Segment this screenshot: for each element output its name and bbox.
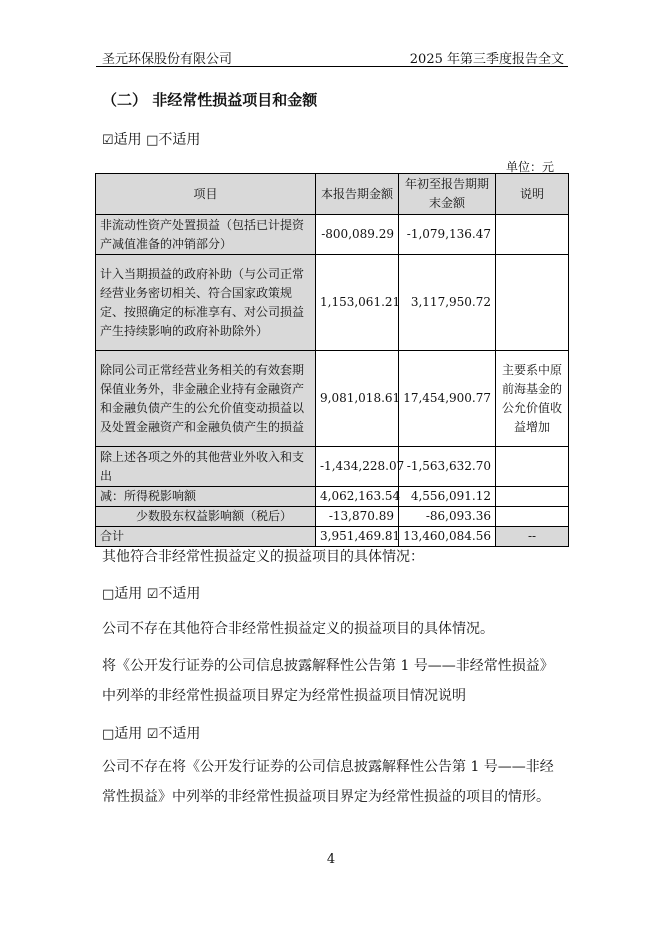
applicable-label: 适用 bbox=[113, 132, 142, 148]
row-note bbox=[496, 255, 569, 351]
table-row bbox=[96, 351, 569, 447]
row-ytd: -1,563,632.70 bbox=[399, 447, 496, 487]
applicable-label: 适用 bbox=[114, 586, 143, 602]
applicability-selector-2 bbox=[102, 583, 200, 603]
row-note bbox=[496, 215, 569, 255]
row-item: 减：所得税影响额 bbox=[96, 487, 316, 507]
row-current: -1,434,228.07 bbox=[316, 447, 399, 487]
header-company: 圣元环保股份有限公司 bbox=[102, 52, 233, 67]
row-ytd: -86,093.36 bbox=[399, 507, 496, 527]
row-item: 除同公司正常经营业务相关的有效套期保值业务外，非金融企业持有金融资产和金融负债产生的公允价值变动损益以及处置金融资产和金融负债产生的损益 bbox=[96, 351, 316, 447]
table-row bbox=[96, 507, 569, 527]
row-current: -13,870.89 bbox=[316, 507, 399, 527]
row-ytd: -1,079,136.47 bbox=[399, 215, 496, 255]
checked-box-icon: ☑ bbox=[102, 133, 114, 148]
page-number: 4 bbox=[326, 852, 336, 867]
row-note bbox=[496, 487, 569, 507]
not-applicable-label: 不适用 bbox=[158, 726, 201, 742]
row-current: 9,081,018.61 bbox=[316, 351, 399, 447]
header-divider bbox=[96, 66, 568, 67]
other-items-description: 其他符合非经常性损益定义的损益项目的具体情况： bbox=[102, 549, 424, 565]
row-note bbox=[496, 507, 569, 527]
table-header-row bbox=[96, 174, 569, 215]
row-current: 3,951,469.81 bbox=[316, 527, 399, 547]
col-header-item: 项目 bbox=[96, 174, 316, 215]
not-applicable-label: 不适用 bbox=[158, 586, 201, 602]
row-item: 合计 bbox=[96, 527, 316, 547]
applicability-selector-1 bbox=[102, 129, 200, 149]
non-recurring-items-table bbox=[95, 173, 569, 547]
unchecked-box-icon: □ bbox=[102, 727, 115, 742]
row-ytd: 17,454,900.77 bbox=[399, 351, 496, 447]
row-item: 除上述各项之外的其他营业外收入和支出 bbox=[96, 447, 316, 487]
row-ytd: 13,460,084.56 bbox=[399, 527, 496, 547]
checked-box-icon: ☑ bbox=[146, 587, 159, 602]
row-note: -- bbox=[496, 527, 569, 547]
checked-box-icon: ☑ bbox=[146, 727, 159, 742]
header-report-title: 2025 年第三季度报告全文 bbox=[409, 52, 564, 67]
col-header-note: 说明 bbox=[496, 174, 569, 215]
row-note: 主要系中原前海基金的公允价值收益增加 bbox=[496, 351, 569, 447]
col-header-current: 本报告期金额 bbox=[316, 174, 399, 215]
unchecked-box-icon: □ bbox=[102, 587, 115, 602]
unchecked-box-icon: □ bbox=[146, 133, 159, 148]
row-item: 非流动性资产处置损益（包括已计提资产减值准备的冲销部分） bbox=[96, 215, 316, 255]
section-title: （二） 非经常性损益项目和金额 bbox=[102, 91, 318, 109]
row-item: 计入当期损益的政府补助（与公司正常经营业务密切相关、符合国家政策规定、按照确定的标准享有、对公司损益产生持续影响的政府补助除外） bbox=[96, 255, 316, 351]
table-row bbox=[96, 215, 569, 255]
table-row bbox=[96, 255, 569, 351]
row-ytd: 3,117,950.72 bbox=[399, 255, 496, 351]
table-row bbox=[96, 447, 569, 487]
unit-label: 单位：元 bbox=[505, 160, 554, 174]
row-item: 少数股东权益影响额（税后） bbox=[96, 507, 316, 527]
row-current: 1,153,061.21 bbox=[316, 255, 399, 351]
not-applicable-label: 不适用 bbox=[158, 132, 201, 148]
no-other-items-statement: 公司不存在其他符合非经常性损益定义的损益项目的具体情况。 bbox=[102, 621, 494, 637]
row-ytd: 4,556,091.12 bbox=[399, 487, 496, 507]
reclassification-heading: 将《公开发行证券的公司信息披露解释性公告第 1 号——非经常性损益》中列举的非经常性损益项目界定为经常性损益项目情况说明 bbox=[102, 658, 554, 704]
row-current: -800,089.29 bbox=[316, 215, 399, 255]
col-header-ytd: 年初至报告期期末金额 bbox=[399, 174, 496, 215]
applicable-label: 适用 bbox=[114, 726, 143, 742]
row-current: 4,062,163.54 bbox=[316, 487, 399, 507]
row-note bbox=[496, 447, 569, 487]
table-row bbox=[96, 487, 569, 507]
applicability-selector-3 bbox=[102, 723, 200, 743]
no-reclassification-statement: 公司不存在将《公开发行证券的公司信息披露解释性公告第 1 号——非经常性损益》中列举的非经常性损益项目界定为经常性损益的项目的情形。 bbox=[102, 759, 554, 805]
